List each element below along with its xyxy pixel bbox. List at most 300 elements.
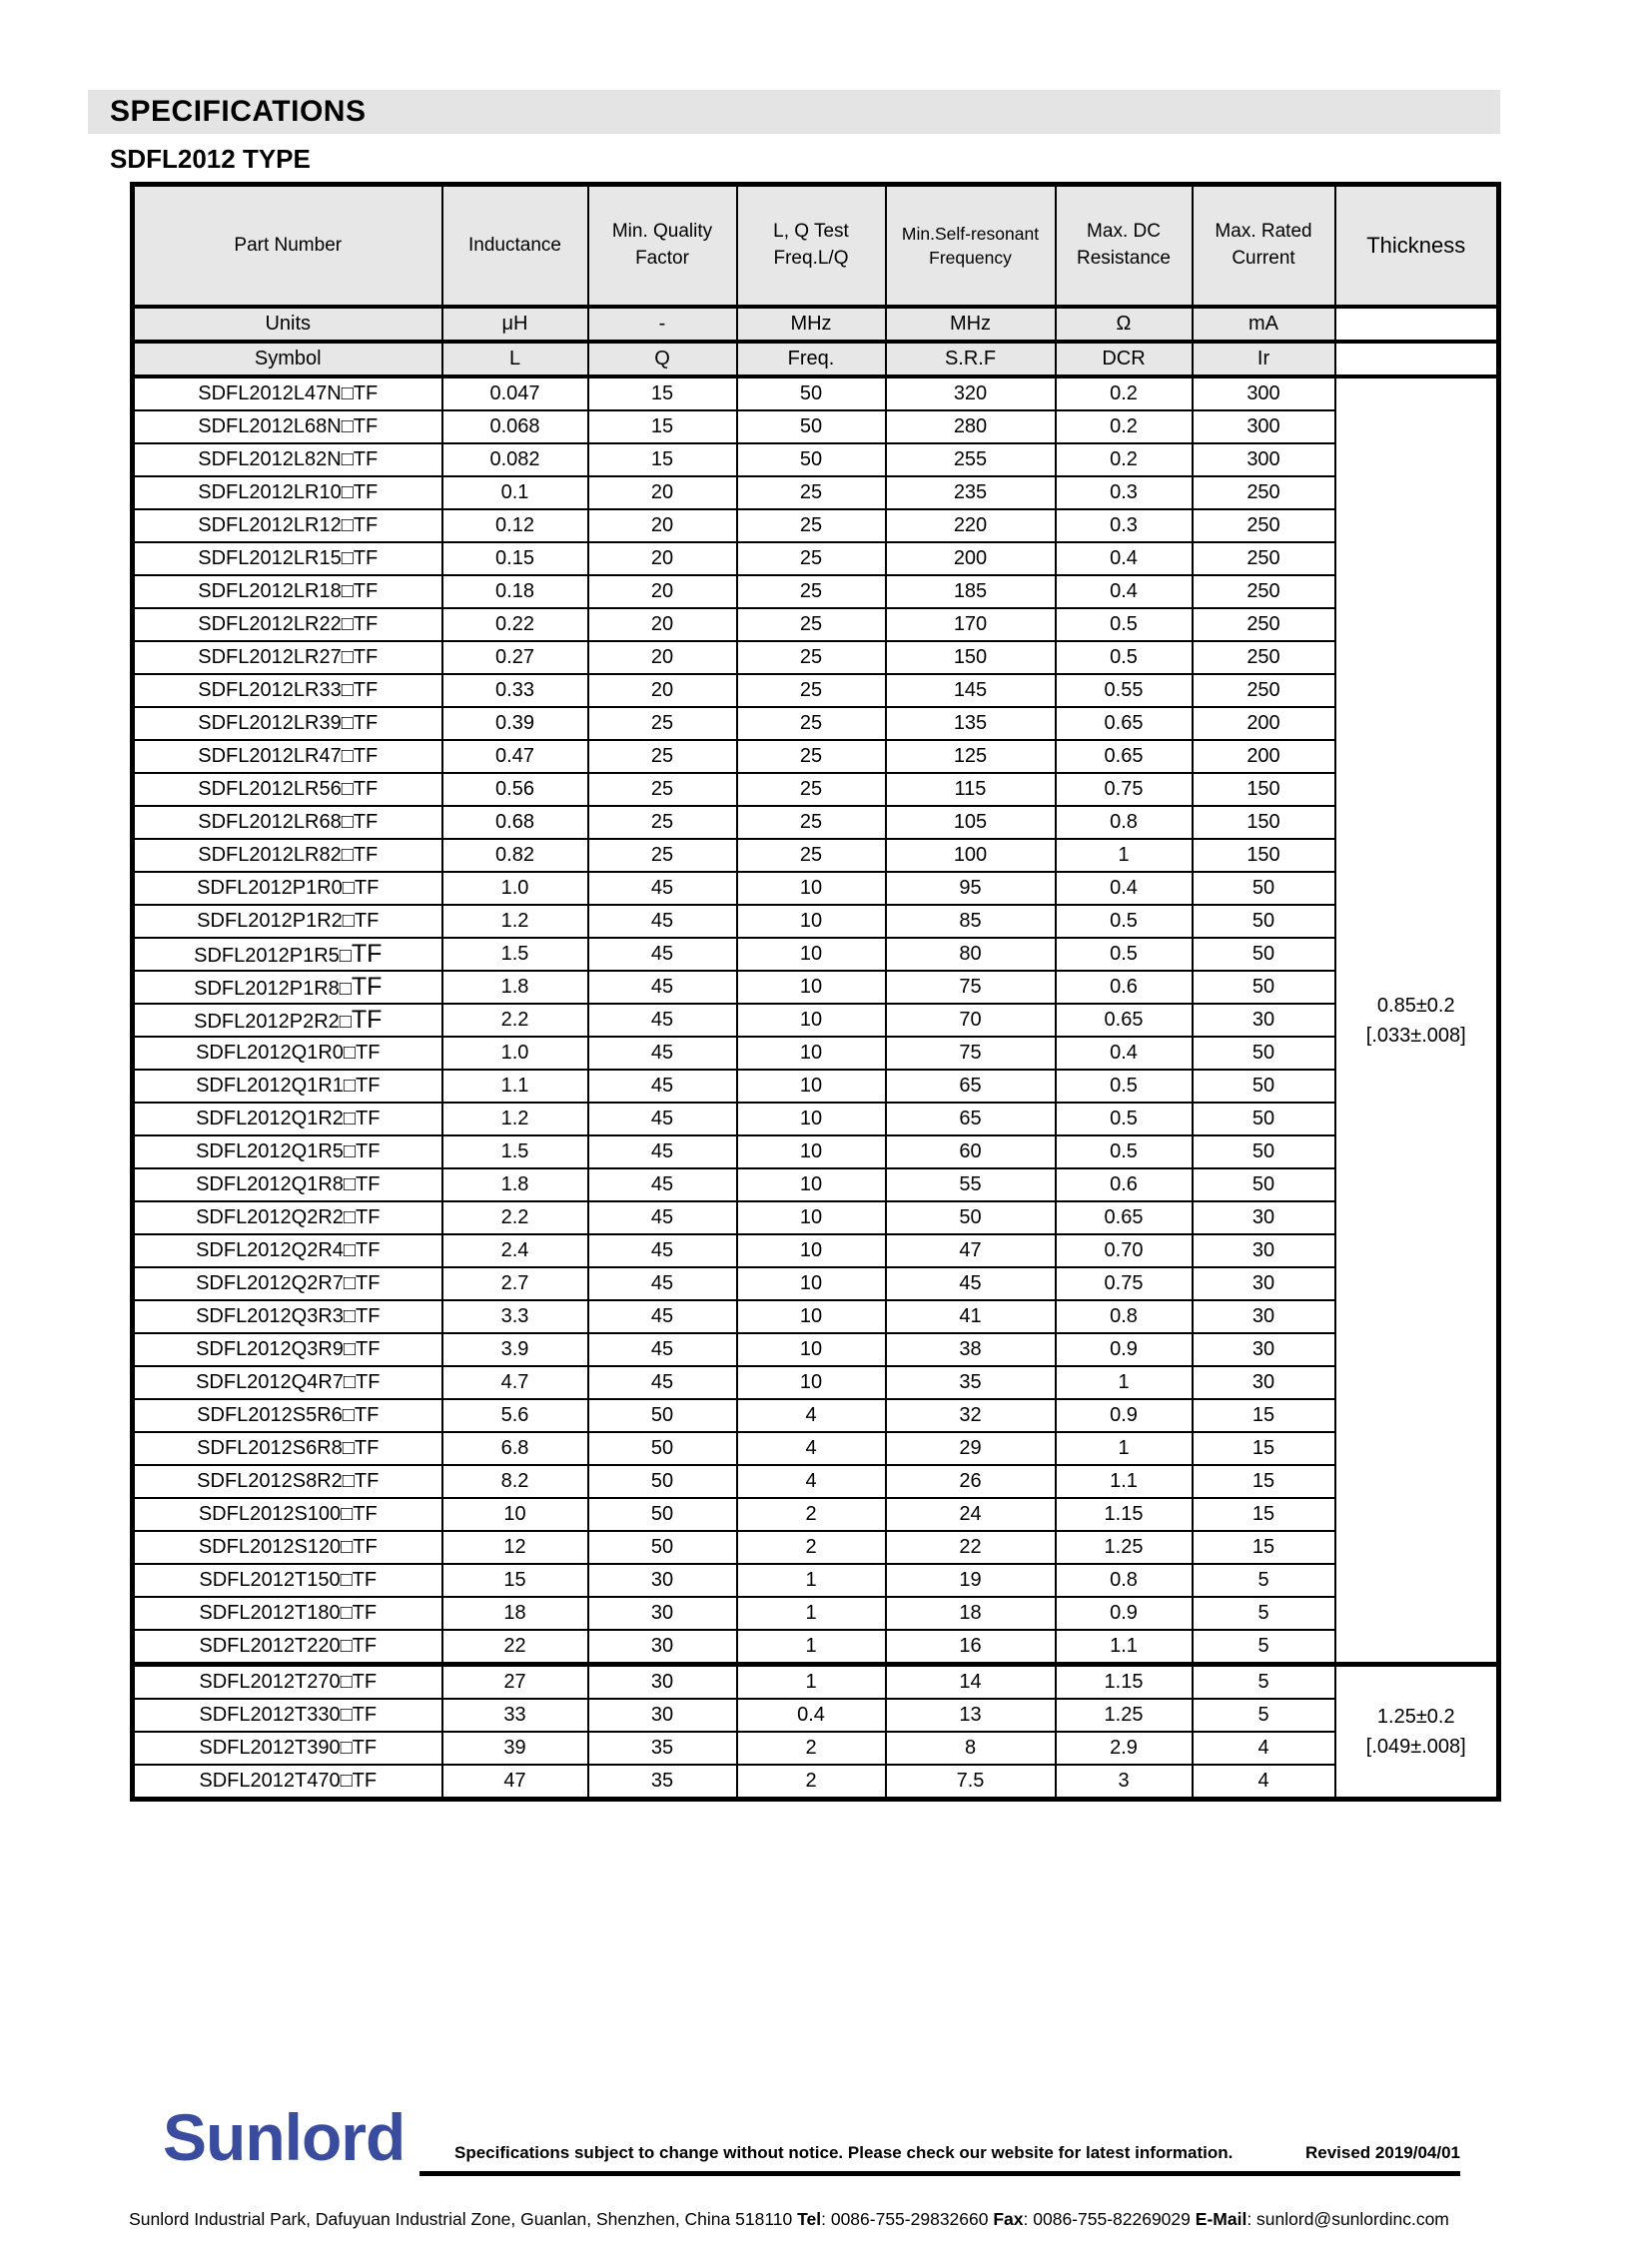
part-suffix-large: TF [351,973,383,1001]
freq-cell: 10 [737,1037,886,1070]
quality-cell: 45 [588,1234,737,1267]
table-row [133,1498,1499,1531]
part-number-cell: SDFL2012T220□TF [133,1630,442,1665]
inductance-cell: 2.2 [442,1201,588,1234]
table-row [133,509,1499,542]
units-dcr: Ω [1056,307,1193,342]
srf-cell: 75 [886,1037,1056,1070]
ir-cell: 200 [1193,707,1335,740]
srf-cell: 41 [886,1300,1056,1333]
table-row [133,1135,1499,1168]
srf-cell: 19 [886,1564,1056,1597]
freq-cell: 10 [737,1300,886,1333]
part-number-cell: SDFL2012T150□TF [133,1564,442,1597]
dcr-cell: 0.3 [1056,476,1193,509]
thickness-mm: 0.85±0.2 [1376,994,1455,1017]
symbol-label: Symbol [133,342,442,376]
dcr-cell: 3 [1056,1765,1193,1800]
dcr-cell: 0.2 [1056,443,1193,476]
srf-cell: 125 [886,740,1056,773]
freq-cell: 4 [737,1432,886,1465]
inductance-cell: 12 [442,1531,588,1564]
table-row [133,1765,1499,1800]
ir-cell: 300 [1193,410,1335,443]
srf-cell: 65 [886,1103,1056,1135]
symbol-inductance: L [442,342,588,376]
part-number-cell: SDFL2012T180□TF [133,1597,442,1630]
ir-cell: 50 [1193,905,1335,938]
quality-cell: 20 [588,641,737,674]
freq-cell: 10 [737,1366,886,1399]
quality-cell: 30 [588,1564,737,1597]
ir-cell: 250 [1193,542,1335,575]
srf-cell: 8 [886,1732,1056,1765]
dcr-cell: 0.5 [1056,641,1193,674]
table-row [133,872,1499,905]
srf-cell: 75 [886,971,1056,1004]
quality-cell: 20 [588,575,737,608]
part-number-cell: SDFL2012P1R2□TF [133,905,442,938]
ir-cell: 15 [1193,1432,1335,1465]
freq-cell: 10 [737,872,886,905]
dcr-cell: 0.3 [1056,509,1193,542]
srf-cell: 150 [886,641,1056,674]
table-row [133,1732,1499,1765]
part-number-cell: SDFL2012LR33□TF [133,674,442,707]
freq-cell: 2 [737,1765,886,1800]
symbol-quality: Q [588,342,737,376]
table-row [133,641,1499,674]
spec-table-rows [133,185,1499,1800]
inductance-cell: 4.7 [442,1366,588,1399]
dcr-cell: 0.8 [1056,1300,1193,1333]
freq-cell: 2 [737,1531,886,1564]
thickness-inch: [.033±.008] [1365,1024,1466,1047]
inductance-cell: 0.12 [442,509,588,542]
part-number-cell: SDFL2012LR15□TF [133,542,442,575]
quality-cell: 45 [588,1201,737,1234]
inductance-cell: 0.22 [442,608,588,641]
srf-cell: 35 [886,1366,1056,1399]
dcr-cell: 0.70 [1056,1234,1193,1267]
srf-cell: 55 [886,1168,1056,1201]
table-row [133,1432,1499,1465]
table-row [133,1168,1499,1201]
dcr-cell: 0.65 [1056,1004,1193,1037]
freq-cell: 10 [737,1168,886,1201]
inductance-cell: 0.082 [442,443,588,476]
freq-cell: 10 [737,1135,886,1168]
table-row [133,476,1499,509]
srf-cell: 16 [886,1630,1056,1665]
srf-cell: 105 [886,806,1056,839]
table-row [133,1366,1499,1399]
table-row [133,1564,1499,1597]
inductance-cell: 1.2 [442,1103,588,1135]
inductance-cell: 39 [442,1732,588,1765]
dcr-cell: 0.8 [1056,1564,1193,1597]
table-row [133,575,1499,608]
part-number-cell: SDFL2012Q1R8□TF [133,1168,442,1201]
header-quality-factor: Min. Quality Factor [588,185,737,308]
ir-cell: 15 [1193,1399,1335,1432]
part-number-cell: SDFL2012T270□TF [133,1665,442,1700]
part-number-cell: SDFL2012Q3R3□TF [133,1300,442,1333]
freq-cell: 4 [737,1399,886,1432]
part-number-cell: SDFL2012T330□TF [133,1699,442,1732]
srf-cell: 200 [886,542,1056,575]
srf-cell: 47 [886,1234,1056,1267]
quality-cell: 50 [588,1432,737,1465]
ir-cell: 30 [1193,1366,1335,1399]
freq-cell: 25 [737,575,886,608]
inductance-cell: 47 [442,1765,588,1800]
ir-cell: 50 [1193,1168,1335,1201]
dcr-cell: 0.2 [1056,410,1193,443]
table-row [133,1699,1499,1732]
header-test-freq: L, Q Test Freq.L/Q [737,185,886,308]
type-title: SDFL2012 TYPE [110,144,311,174]
table-header-row [133,185,1499,308]
inductance-cell: 1.8 [442,971,588,1004]
ir-cell: 30 [1193,1333,1335,1366]
part-number-cell: SDFL2012L82N□TF [133,443,442,476]
header-dc-resistance: Max. DC Resistance [1056,185,1193,308]
dcr-cell: 0.55 [1056,674,1193,707]
part-number-cell: SDFL2012P2R2□TF [133,1004,442,1037]
freq-cell: 10 [737,938,886,971]
srf-cell: 145 [886,674,1056,707]
ir-cell: 250 [1193,674,1335,707]
inductance-cell: 1.1 [442,1070,588,1103]
ir-cell: 30 [1193,1004,1335,1037]
srf-cell: 50 [886,1201,1056,1234]
units-srf: MHz [886,307,1056,342]
freq-cell: 1 [737,1564,886,1597]
quality-cell: 45 [588,872,737,905]
freq-cell: 1 [737,1665,886,1700]
quality-cell: 45 [588,938,737,971]
units-row [133,307,1499,342]
srf-cell: 45 [886,1267,1056,1300]
srf-cell: 70 [886,1004,1056,1037]
srf-cell: 280 [886,410,1056,443]
thickness-cell [1335,376,1499,1665]
srf-cell: 80 [886,938,1056,971]
ir-cell: 50 [1193,1135,1335,1168]
dcr-cell: 0.65 [1056,707,1193,740]
part-number-cell: SDFL2012Q1R2□TF [133,1103,442,1135]
quality-cell: 45 [588,1004,737,1037]
revised-date: Revised 2019/04/01 [1304,2143,1460,2162]
units-current: mA [1193,307,1335,342]
table-row [133,1399,1499,1432]
table-row [133,1267,1499,1300]
units-label: Units [133,307,442,342]
ir-cell: 150 [1193,773,1335,806]
table-row [133,1103,1499,1135]
part-number-cell: SDFL2012LR82□TF [133,839,442,872]
quality-cell: 35 [588,1732,737,1765]
thickness-mm: 1.25±0.2 [1376,1706,1455,1728]
fax-label: Fax [993,2209,1024,2229]
freq-cell: 25 [737,839,886,872]
srf-cell: 170 [886,608,1056,641]
freq-cell: 4 [737,1465,886,1498]
table-row [133,542,1499,575]
srf-cell: 235 [886,476,1056,509]
freq-cell: 10 [737,1201,886,1234]
inductance-cell: 0.18 [442,575,588,608]
ir-cell: 30 [1193,1267,1335,1300]
srf-cell: 135 [886,707,1056,740]
ir-cell: 50 [1193,938,1335,971]
srf-cell: 38 [886,1333,1056,1366]
part-number-cell: SDFL2012LR68□TF [133,806,442,839]
part-number-cell: SDFL2012S120□TF [133,1531,442,1564]
part-suffix-large: TF [351,940,383,968]
inductance-cell: 1.5 [442,938,588,971]
table-row [133,740,1499,773]
inductance-cell: 2.4 [442,1234,588,1267]
section-title: SPECIFICATIONS [110,95,367,128]
quality-cell: 45 [588,1366,737,1399]
quality-cell: 15 [588,376,737,410]
quality-cell: 45 [588,1103,737,1135]
ir-cell: 300 [1193,443,1335,476]
ir-cell: 4 [1193,1732,1335,1765]
units-quality: - [588,307,737,342]
ir-cell: 200 [1193,740,1335,773]
symbol-freq: Freq. [737,342,886,376]
dcr-cell: 0.75 [1056,1267,1193,1300]
table-row [133,410,1499,443]
dcr-cell: 1.25 [1056,1531,1193,1564]
quality-cell: 15 [588,443,737,476]
table-row [133,1665,1499,1700]
quality-cell: 25 [588,740,737,773]
ir-cell: 300 [1193,376,1335,410]
symbol-row [133,342,1499,376]
ir-cell: 250 [1193,641,1335,674]
quality-cell: 45 [588,1135,737,1168]
table-row [133,1597,1499,1630]
part-number-cell: SDFL2012T390□TF [133,1732,442,1765]
table-row [133,1531,1499,1564]
dcr-cell: 1.25 [1056,1699,1193,1732]
dcr-cell: 0.9 [1056,1333,1193,1366]
table-row [133,1234,1499,1267]
part-number-cell: SDFL2012LR12□TF [133,509,442,542]
inductance-cell: 1.0 [442,1037,588,1070]
part-number-cell: SDFL2012LR22□TF [133,608,442,641]
part-number-cell: SDFL2012Q1R5□TF [133,1135,442,1168]
quality-cell: 25 [588,839,737,872]
ir-cell: 250 [1193,608,1335,641]
part-number-cell: SDFL2012P1R8□TF [133,971,442,1004]
table-row [133,443,1499,476]
ir-cell: 5 [1193,1564,1335,1597]
dcr-cell: 1 [1056,1366,1193,1399]
freq-cell: 1 [737,1597,886,1630]
ir-cell: 30 [1193,1234,1335,1267]
inductance-cell: 8.2 [442,1465,588,1498]
change-notice-text: Specifications subject to change without notice. Please check our website for latest information. [454,2143,1234,2162]
freq-cell: 10 [737,971,886,1004]
table-row [133,674,1499,707]
inductance-cell: 0.33 [442,674,588,707]
dcr-cell: 1.1 [1056,1630,1193,1665]
thickness-inch: [.049±.008] [1365,1736,1466,1758]
freq-cell: 1 [737,1630,886,1665]
dcr-cell: 0.8 [1056,806,1193,839]
header-part-number: Part Number [133,185,442,308]
quality-cell: 30 [588,1630,737,1665]
quality-cell: 30 [588,1597,737,1630]
footer-address-line [110,2209,1468,2230]
email-address: : sunlord@sunlordinc.com [1246,2209,1449,2229]
freq-cell: 25 [737,608,886,641]
part-number-cell: SDFL2012LR56□TF [133,773,442,806]
srf-cell: 255 [886,443,1056,476]
quality-cell: 45 [588,1070,737,1103]
inductance-cell: 27 [442,1665,588,1700]
table-row [133,773,1499,806]
srf-cell: 65 [886,1070,1056,1103]
part-number-cell: SDFL2012Q3R9□TF [133,1333,442,1366]
dcr-cell: 0.9 [1056,1597,1193,1630]
freq-cell: 10 [737,1333,886,1366]
symbol-thickness-empty [1335,342,1499,376]
header-inductance: Inductance [442,185,588,308]
dcr-cell: 0.4 [1056,575,1193,608]
dcr-cell: 1.15 [1056,1665,1193,1700]
quality-cell: 30 [588,1699,737,1732]
part-number-cell: SDFL2012Q2R2□TF [133,1201,442,1234]
quality-cell: 45 [588,1333,737,1366]
inductance-cell: 0.39 [442,707,588,740]
quality-cell: 25 [588,707,737,740]
quality-cell: 50 [588,1465,737,1498]
ir-cell: 5 [1193,1699,1335,1732]
sunlord-logo: Sunlord [163,2100,406,2174]
inductance-cell: 33 [442,1699,588,1732]
header-thickness: Thickness [1335,185,1499,308]
freq-cell: 10 [737,1103,886,1135]
part-number-cell: SDFL2012Q4R7□TF [133,1366,442,1399]
table-row [133,1465,1499,1498]
dcr-cell: 0.65 [1056,1201,1193,1234]
inductance-cell: 0.47 [442,740,588,773]
inductance-cell: 1.0 [442,872,588,905]
quality-cell: 25 [588,806,737,839]
table-row [133,905,1499,938]
part-number-cell: SDFL2012Q1R0□TF [133,1037,442,1070]
srf-cell: 95 [886,872,1056,905]
ir-cell: 50 [1193,872,1335,905]
table-row [133,971,1499,1004]
ir-cell: 5 [1193,1630,1335,1665]
company-address: Sunlord Industrial Park, Dafuyuan Industrial Zone, Guanlan, Shenzhen, China 518110 [129,2209,793,2229]
ir-cell: 50 [1193,971,1335,1004]
table-row [133,1333,1499,1366]
dcr-cell: 0.6 [1056,971,1193,1004]
quality-cell: 50 [588,1498,737,1531]
quality-cell: 45 [588,971,737,1004]
tel-number: : 0086-755-29832660 [821,2209,989,2229]
inductance-cell: 0.047 [442,376,588,410]
section-header-bar [88,90,1500,134]
inductance-cell: 1.5 [442,1135,588,1168]
ir-cell: 50 [1193,1103,1335,1135]
part-number-cell: SDFL2012T470□TF [133,1765,442,1800]
inductance-cell: 22 [442,1630,588,1665]
srf-cell: 14 [886,1665,1056,1700]
dcr-cell: 0.65 [1056,740,1193,773]
units-inductance: μH [442,307,588,342]
inductance-cell: 18 [442,1597,588,1630]
table-row [133,707,1499,740]
dcr-cell: 2.9 [1056,1732,1193,1765]
freq-cell: 25 [737,806,886,839]
freq-cell: 25 [737,773,886,806]
srf-cell: 26 [886,1465,1056,1498]
srf-cell: 13 [886,1699,1056,1732]
table-row [133,938,1499,971]
part-number-cell: SDFL2012LR39□TF [133,707,442,740]
inductance-cell: 5.6 [442,1399,588,1432]
dcr-cell: 0.5 [1056,1070,1193,1103]
dcr-cell: 0.4 [1056,872,1193,905]
table-row [133,1630,1499,1665]
part-number-cell: SDFL2012Q2R4□TF [133,1234,442,1267]
quality-cell: 45 [588,1267,737,1300]
dcr-cell: 0.75 [1056,773,1193,806]
ir-cell: 30 [1193,1300,1335,1333]
quality-cell: 30 [588,1665,737,1700]
quality-cell: 45 [588,1037,737,1070]
inductance-cell: 2.7 [442,1267,588,1300]
part-suffix-large: TF [351,1006,383,1034]
part-number-cell: SDFL2012P1R5□TF [133,938,442,971]
units-thickness-empty [1335,307,1499,342]
ir-cell: 250 [1193,509,1335,542]
units-freq: MHz [737,307,886,342]
inductance-cell: 0.1 [442,476,588,509]
ir-cell: 15 [1193,1498,1335,1531]
part-number-cell: SDFL2012S8R2□TF [133,1465,442,1498]
freq-cell: 10 [737,1267,886,1300]
quality-cell: 50 [588,1531,737,1564]
ir-cell: 15 [1193,1465,1335,1498]
srf-cell: 100 [886,839,1056,872]
quality-cell: 45 [588,905,737,938]
freq-cell: 25 [737,641,886,674]
part-number-cell: SDFL2012S100□TF [133,1498,442,1531]
symbol-dcr: DCR [1056,342,1193,376]
ir-cell: 15 [1193,1531,1335,1564]
part-number-cell: SDFL2012LR27□TF [133,641,442,674]
freq-cell: 25 [737,740,886,773]
inductance-cell: 1.2 [442,905,588,938]
inductance-cell: 1.8 [442,1168,588,1201]
part-number-cell: SDFL2012LR10□TF [133,476,442,509]
quality-cell: 20 [588,476,737,509]
part-number-cell: SDFL2012L68N□TF [133,410,442,443]
dcr-cell: 0.2 [1056,376,1193,410]
table-row [133,1300,1499,1333]
inductance-cell: 0.82 [442,839,588,872]
